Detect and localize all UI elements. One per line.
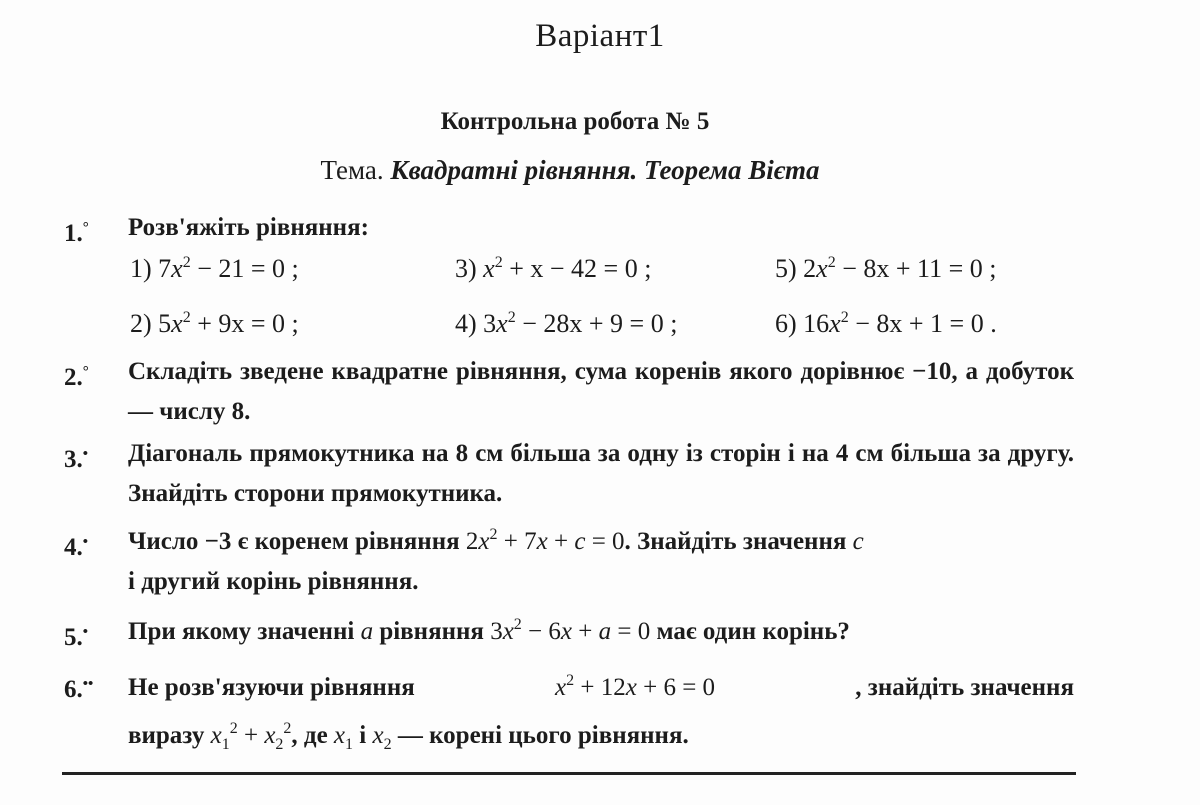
task-1 [64, 208, 1074, 248]
equation-6: 6) $16x^2 - 8x + 1 = 0$ . [775, 309, 997, 338]
task-4-equation: $2x^2 + 7x + c = 0$ [465, 526, 625, 555]
task-text: Не розв'язуючи рівняння $x^2 + 12x + 6 = 0$ , знайдіть значення виразу $x_1^2 + x_2^2$, де $x_1$ і $x_2$ — корені цього рівняння. [128, 664, 1074, 760]
equation-5: 5) $2x^2 - 8x + 11 = 0$ ; [775, 254, 997, 283]
task-text: Розв'яжіть рівняння: [128, 214, 369, 241]
task-6 [64, 664, 1074, 760]
equation-4: 4) $3x^2 - 28x + 9 = 0$ ; [455, 309, 678, 338]
task-6-equation: $x^2 + 12x + 6 = 0$ [555, 672, 716, 701]
topic-line [0, 155, 1140, 186]
task-5-equation: $3x^2 - 6x + a = 0$ [490, 616, 651, 645]
task-5 [64, 612, 1074, 652]
task-4 [64, 522, 1074, 602]
topic-prefix: Тема. [320, 155, 384, 185]
task-text: При якому значенні a рівняння $3x^2 - 6x + a = 0$ має один корінь? [128, 616, 850, 645]
equation-1: 1) $7x^2 - 21 = 0$ ; [130, 254, 299, 283]
task-text: Діагональ прямокутника на 8 см більша за одну із сторін і на 4 см більша за другу. Знайдіть сторони прямокутника. [128, 440, 1074, 507]
task-text: Число −3 є коренем рівняння $2x^2 + 7x + c = 0$. Знайдіть значення c і другий корінь рівняння. [128, 526, 864, 595]
topic-name: Квадратні рівняння. Теорема Вієта [390, 155, 820, 185]
task-number: 6.•• [64, 676, 94, 703]
task-number: 5.• [64, 624, 89, 651]
task-number: 3.• [64, 446, 89, 473]
task-2 [64, 352, 1074, 432]
task-number: 4.• [64, 534, 89, 561]
task-number: 2.° [64, 364, 89, 391]
variant-heading: Варіант1 [535, 18, 665, 54]
task-3 [64, 434, 1074, 514]
task-6-expression: $x_1^2 + x_2^2$ [210, 720, 292, 753]
task-number: 1.° [64, 220, 89, 247]
test-title: Контрольна робота № 5 [440, 108, 710, 135]
task-text: Складіть зведене квадратне рівняння, сума коренів якого дорівнює −10, а добуток — числу 8. [128, 358, 1074, 425]
equation-3: 3) $x^2 + x - 42 = 0$ ; [455, 254, 652, 283]
equation-2: 2) $5x^2 + 9x = 0$ ; [130, 309, 299, 338]
bottom-divider [62, 772, 1076, 775]
